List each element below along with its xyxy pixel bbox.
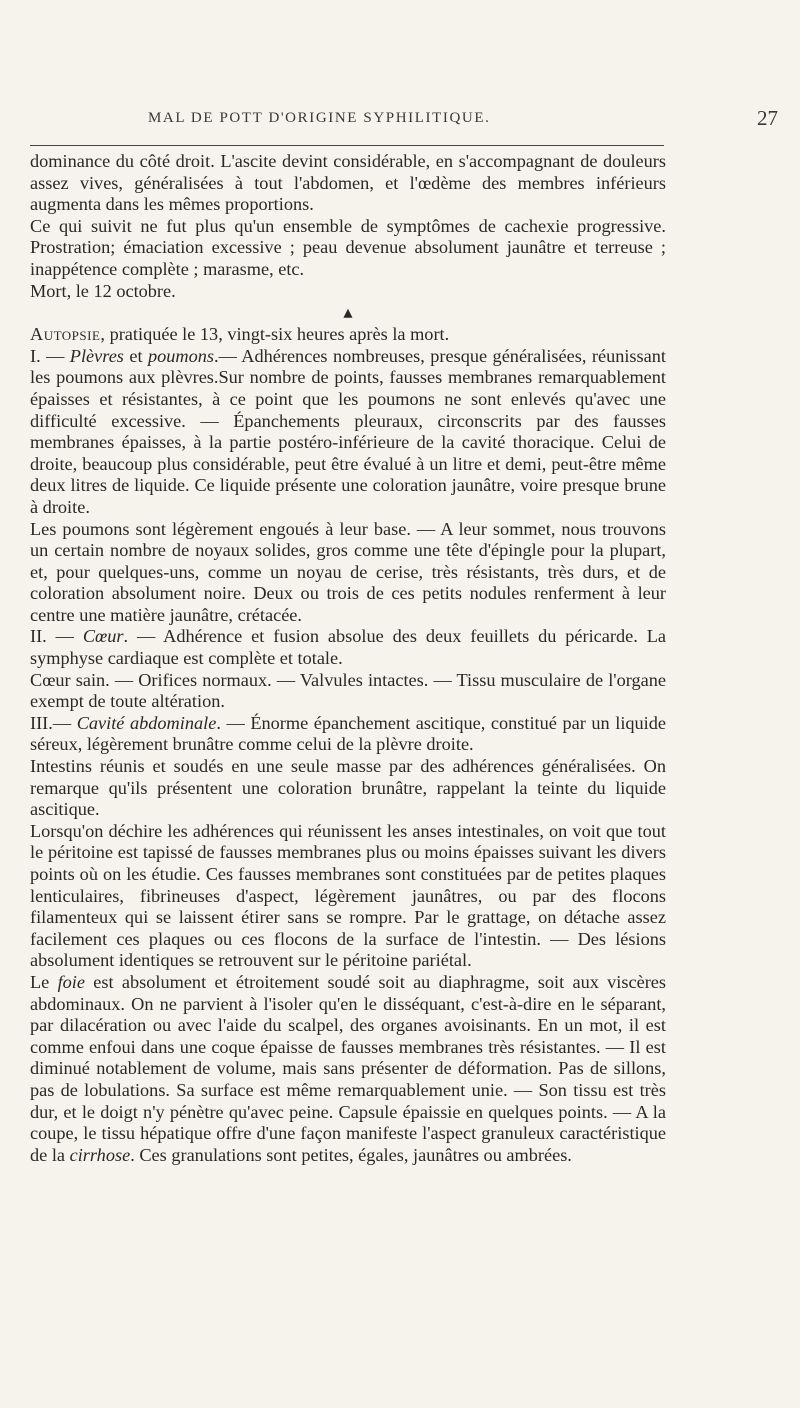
- page-header: [30, 106, 782, 132]
- paragraph-text: Le: [30, 971, 58, 992]
- paragraph-text: et: [123, 345, 148, 366]
- section-heading: Plèvres: [69, 345, 124, 366]
- body-text: [30, 151, 666, 1166]
- paragraph: dominance du côté droit. L'ascite devint considérable, en s'accompagnant de douleurs assez vives, généralisées à tout l'abdomen, et l'œdème des membres inférieurs augmenta dans les mêmes proportions.: [30, 151, 666, 215]
- section-heading: Cœur: [82, 626, 124, 647]
- paragraph: [30, 626, 666, 669]
- paragraph: [30, 346, 666, 519]
- section-number: II. —: [30, 626, 83, 647]
- printer-mark: ▴: [343, 302, 353, 323]
- paragraph: Intestins réunis et soudés en une seule masse par des adhérences généralisées. On remarque qu'ils présentent une coloration brunâtre, rappelant la teinte du liquide ascitique.: [30, 756, 666, 820]
- paragraph: [30, 324, 666, 346]
- emphasized-term: cirrhose: [69, 1144, 131, 1165]
- section-heading: foie: [57, 971, 85, 992]
- page-number: 27: [757, 106, 778, 130]
- section-number: III.—: [30, 712, 77, 733]
- paragraph-text: est absolument et étroitement soudé soit au diaphragme, soit aux viscères abdominaux. On ne parvient à l'isoler qu'en le disséquant, c'est-à-dire en le séparant, par dilacération ou avec l'aide du scalpel, des organes avoisinants. En un mot, il est comme enfoui dans une coque épaisse de fausses membranes très résistantes. — Il est diminué notablement de volume, mais sans présenter de déformation. Pas de sillons, pas de lobulations. Sa surface est même remarquablement unie. — Son tissu est très dur, et le doigt n'y pénètre qu'avec peine. Capsule épaissie en quelques points. — A la coupe, le tissu hépatique offre d'une façon manifeste l'aspect granuleux caractéristique de la: [30, 971, 667, 1165]
- paragraph: [30, 972, 666, 1166]
- paragraph-text: .— Adhérences nombreuses, presque généralisées, réunissant les poumons aux plèvres.Sur nombre de points, fausses membranes remarquablement épaisses et résistantes, à ce point que les poumons ne sont enlevés qu'avec une difficulté excessive. — Épanchements pleuraux, circonscrits par des fausses membranes épaisses, à la partie postéro-inférieure de la cavité thoracique. Celui de droite, beaucoup plus considérable, peut être évalué à un litre et demi, peut-être même deux litres de liquide. Ce liquide présente une coloration jaunâtre, voire presque brune à droite.: [30, 345, 666, 517]
- paragraph: Les poumons sont légèrement engoués à leur base. — A leur sommet, nous trouvons un certain nombre de noyaux solides, gros comme une tête d'épingle pour la plupart, et, pour quelques-uns, comme un noyau de cerise, très résistants, très durs, et de coloration absolument noire. Deux ou trois de ces petits nodules renferment à leur centre une matière jaunâtre, crétacée.: [30, 518, 666, 625]
- section-heading: poumons: [147, 345, 214, 366]
- paragraph: Ce qui suivit ne fut plus qu'un ensemble de symptômes de cachexie progressive. Prostration; émaciation excessive ; peau devenue absolument jaunâtre et terreuse ; inappétence complète ; marasme, etc.: [30, 215, 666, 279]
- paragraph: Cœur sain. — Orifices normaux. — Valvules intactes. — Tissu musculaire de l'organe exempt de toute altération.: [30, 669, 666, 712]
- paragraph-text: . — Énorme épanchement ascitique, constitué par un liquide séreux, légèrement brunâtre comme celui de la plèvre droite.: [30, 712, 667, 755]
- section-lead: Autopsie: [30, 324, 101, 345]
- running-title: MAL DE POTT D'ORIGINE SYPHILITIQUE.: [148, 110, 491, 126]
- paragraph: [30, 713, 666, 756]
- section-heading: Cavité abdominale: [76, 712, 217, 733]
- paragraph-text: . Ces granulations sont petites, égales, jaunâtres ou ambrées.: [130, 1144, 572, 1165]
- header-rule: [30, 145, 664, 146]
- section-number: I. —: [30, 345, 70, 366]
- paragraph: Lorsqu'on déchire les adhérences qui réunissent les anses intestinales, on voit que tout le péritoine est tapissé de fausses membranes plus ou moins épaisses suivant les divers points où on les étudie. Ces fausses membranes sont constituées par de petites plaques lenticulaires, fibrineuses d'aspect, légèrement jaunâtres, ou par des flocons filamenteux qui se laissent étirer sans se rompre. Par le grattage, on détache assez facilement ces plaques ou ces flocons de la surface de l'intestin. — Des lésions absolument identiques se retrouvent sur le péritoine pariétal.: [30, 820, 666, 971]
- paragraph-text: . — Adhérence et fusion absolue des deux feuillets du péricarde. La symphyse cardiaque est complète et totale.: [30, 626, 666, 669]
- paragraph-text: , pratiquée le 13, vingt-six heures après la mort.: [100, 324, 450, 345]
- paragraph: Mort, le 12 octobre.: [30, 280, 176, 301]
